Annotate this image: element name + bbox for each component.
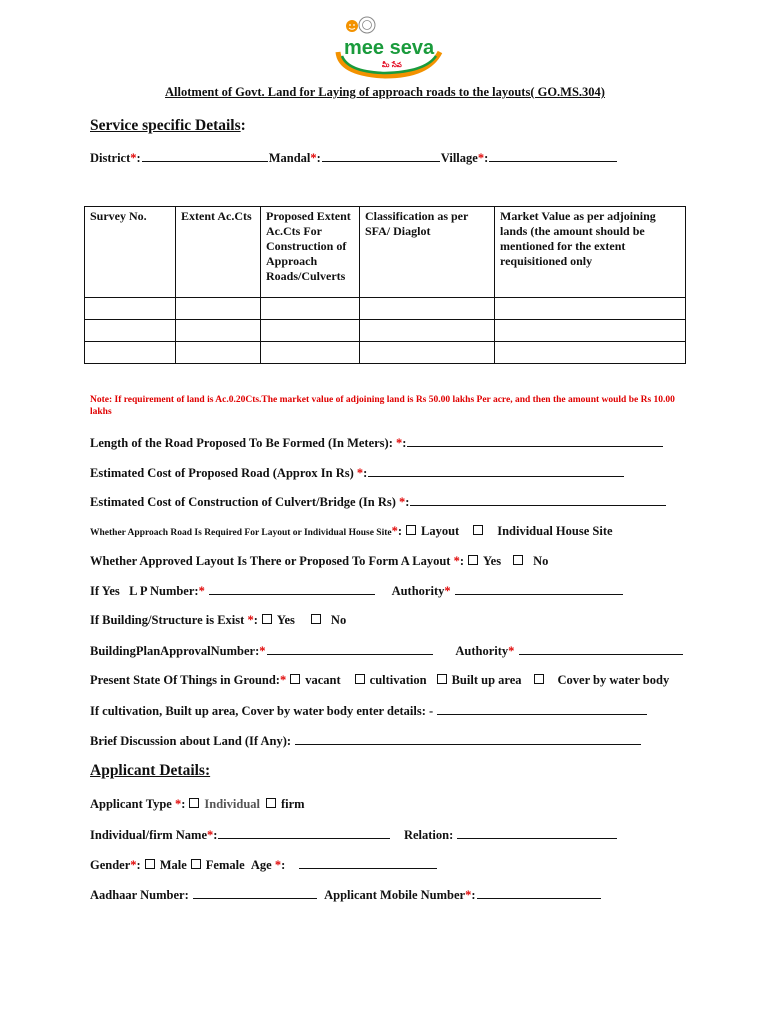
firm-checkbox[interactable] — [266, 798, 276, 808]
approved-no-checkbox[interactable] — [513, 555, 523, 565]
cultivation-details-field[interactable] — [437, 703, 647, 715]
location-row: District*: Mandal*: Village*: — [90, 150, 618, 166]
approved-yes-checkbox[interactable] — [468, 555, 478, 565]
building-no-checkbox[interactable] — [311, 614, 321, 624]
present-state-row: Present State Of Things in Ground:* vacant cultivation Built up area Cover by water body — [90, 673, 670, 687]
applicant-type-row: Applicant Type *: Individual firm — [90, 797, 305, 811]
mandal-field[interactable] — [322, 150, 440, 162]
approach-row: Whether Approach Road Is Required For Layout or Individual House Site*: Layout Individual House Site — [90, 524, 613, 538]
est-culvert-field[interactable] — [410, 494, 666, 506]
smiley-icon — [346, 20, 358, 32]
village-field[interactable] — [489, 150, 617, 162]
age-field[interactable] — [299, 857, 437, 869]
building-yes-checkbox[interactable] — [262, 614, 272, 624]
mandal-label: Mandal — [268, 151, 311, 165]
road-length-field[interactable] — [407, 435, 663, 447]
col-survey-no: Survey No. — [85, 207, 176, 298]
approved-layout-row: Whether Approved Layout Is There or Proposed To Form A Layout *: Yes No — [90, 554, 549, 568]
district-label: District — [90, 151, 131, 165]
applicant-name-row: Individual/firm Name*: Relation: — [90, 827, 618, 843]
col-classification: Classification as per SFA/ Diaglot — [360, 207, 495, 298]
individual-checkbox[interactable] — [189, 798, 199, 808]
house-site-checkbox[interactable] — [473, 525, 483, 535]
logo-text: mee seva — [344, 37, 435, 59]
col-extent: Extent Ac.Cts — [176, 207, 261, 298]
brief-discussion-field[interactable] — [295, 733, 641, 745]
col-proposed-extent: Proposed Extent Ac.Cts For Construction of Approach Roads/Culverts — [261, 207, 360, 298]
col-market-value: Market Value as per adjoining lands (the amount should be mentioned for the extent requisitioned only — [495, 207, 686, 298]
building-exist-row: If Building/Structure is Exist *: Yes No — [90, 613, 347, 627]
applicant-heading: Applicant Details: — [90, 762, 211, 779]
emblem-icon — [359, 17, 375, 33]
bpa-number-field[interactable] — [267, 643, 433, 655]
aadhaar-row: Aadhaar Number: Applicant Mobile Number*: — [90, 887, 602, 903]
est-road-row: Estimated Cost of Proposed Road (Approx In Rs) *: — [90, 465, 625, 481]
logo-tagline: మీ సేవ — [382, 61, 402, 69]
male-checkbox[interactable] — [145, 859, 155, 869]
cover-water-checkbox[interactable] — [534, 674, 544, 684]
relation-field[interactable] — [457, 827, 617, 839]
lp-number-row: If Yes L P Number:* Authority* — [90, 583, 624, 599]
table-row[interactable] — [85, 342, 686, 364]
cultivation-details-row: If cultivation, Built up area, Cover by water body enter details: - — [90, 703, 648, 719]
built-up-checkbox[interactable] — [437, 674, 447, 684]
lp-authority-field[interactable] — [455, 583, 623, 595]
district-field[interactable] — [142, 150, 268, 162]
applicant-name-field[interactable] — [218, 827, 390, 839]
road-length-row: Length of the Road Proposed To Be Formed (In Meters): *: — [90, 435, 664, 451]
village-label: Village — [440, 151, 478, 165]
brief-discussion-row: Brief Discussion about Land (If Any): — [90, 733, 642, 749]
cultivation-checkbox[interactable] — [355, 674, 365, 684]
female-checkbox[interactable] — [191, 859, 201, 869]
est-road-field[interactable] — [368, 465, 624, 477]
table-row[interactable] — [85, 320, 686, 342]
meeseva-logo — [330, 12, 450, 84]
est-culvert-row: Estimated Cost of Construction of Culvert/Bridge (In Rs) *: — [90, 494, 667, 510]
survey-table — [84, 206, 686, 364]
table-row[interactable] — [85, 298, 686, 320]
table-header-row — [85, 207, 686, 298]
layout-checkbox[interactable] — [406, 525, 416, 535]
bpa-number-row: BuildingPlanApprovalNumber:* Authority* — [90, 643, 684, 659]
aadhaar-field[interactable] — [193, 887, 317, 899]
gender-row: Gender*: Male Female Age *: — [90, 857, 438, 873]
mobile-field[interactable] — [477, 887, 601, 899]
form-title: Allotment of Govt. Land for Laying of approach roads to the layouts( GO.MS.304) — [165, 85, 605, 99]
lp-number-field[interactable] — [209, 583, 375, 595]
vacant-checkbox[interactable] — [290, 674, 300, 684]
bpa-authority-field[interactable] — [519, 643, 683, 655]
meeseva-logo-graphic — [330, 12, 450, 84]
service-heading: Service specific Details: — [90, 117, 246, 134]
note-text: Note: If requirement of land is Ac.0.20Cts.The market value of adjoining land is Rs 50.00 lakhs Per acre, and then the amount would be Rs 10.00 lakhs — [90, 395, 675, 417]
